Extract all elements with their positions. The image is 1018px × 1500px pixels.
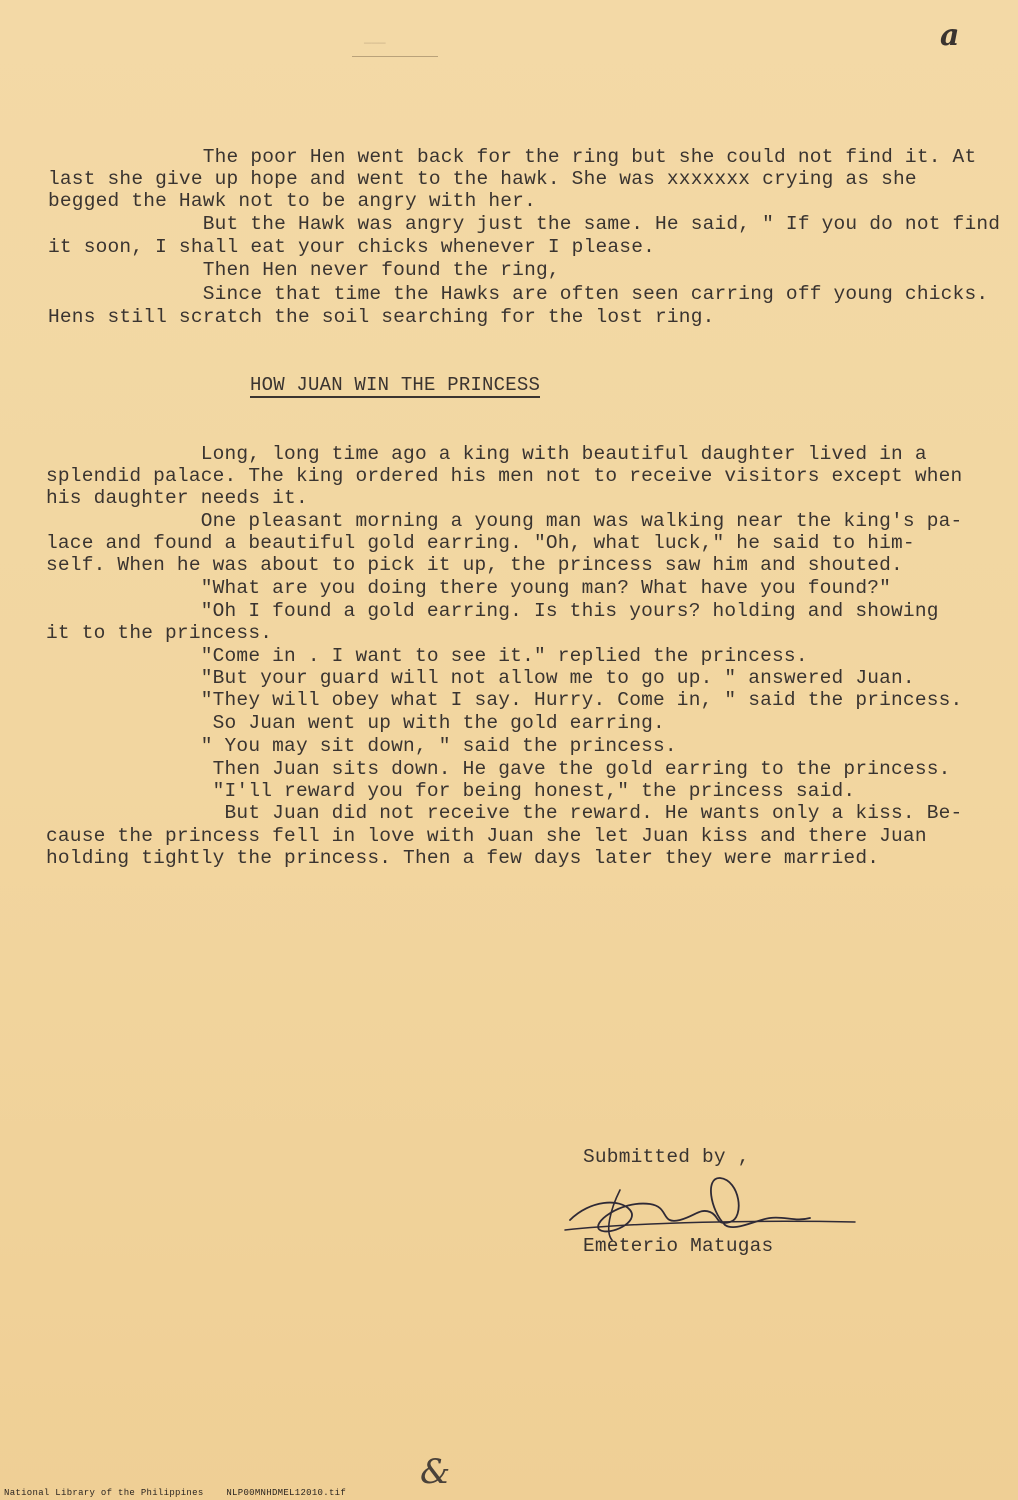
story1-line: But the Hawk was angry just the same. He said, " If you do not find	[48, 213, 1001, 235]
story2-line: One pleasant morning a young man was walking near the king's pa-	[46, 510, 963, 532]
story2-line: "They will obey what I say. Hurry. Come in, " said the princess.	[46, 689, 963, 711]
story2-line: Then Juan sits down. He gave the gold earring to the princess.	[46, 758, 951, 780]
story1-line: last she give up hope and went to the hawk. She was xxxxxxx crying as she	[48, 168, 917, 190]
story1-line: Since that time the Hawks are often seen carring off young chicks.	[48, 283, 989, 305]
story2-line: "I'll reward you for being honest," the princess said.	[46, 780, 856, 802]
submitter-name: Emeterio Matugas	[583, 1235, 774, 1257]
story2-title: HOW JUAN WIN THE PRINCESS	[250, 374, 541, 396]
story2-line: "But your guard will not allow me to go up. " answered Juan.	[46, 667, 915, 689]
story1-line: The poor Hen went back for the ring but she could not find it. At	[48, 146, 977, 168]
story2-line: "Oh I found a gold earring. Is this yours? holding and showing	[46, 600, 939, 622]
story2-line: splendid palace. The king ordered his men not to receive visitors except when	[46, 465, 963, 487]
story2-line: "What are you doing there young man? What have you found?"	[46, 577, 892, 599]
story2-line: his daughter needs it.	[46, 487, 308, 509]
story2-line: " You may sit down, " said the princess.	[46, 735, 677, 757]
faint-header-mark: ———	[364, 36, 386, 50]
story2-line: it to the princess.	[46, 622, 273, 644]
header-rule	[352, 56, 438, 57]
archive-footer	[4, 1488, 346, 1498]
story2-line: So Juan went up with the gold earring.	[46, 712, 665, 734]
story2-line: Long, long time ago a king with beautiful daughter lived in a	[46, 443, 927, 465]
footer-source: National Library of the Philippines	[4, 1488, 204, 1498]
story1-line: Then Hen never found the ring,	[48, 259, 560, 281]
corner-mark: a	[940, 18, 960, 53]
story1-line: Hens still scratch the soil searching for the lost ring.	[48, 306, 715, 328]
story2-line: But Juan did not receive the reward. He wants only a kiss. Be-	[46, 802, 963, 824]
story2-line: lace and found a beautiful gold earring. "Oh, what luck," he said to him-	[46, 532, 915, 554]
footer-file: NLP00MNHDMEL12010.tif	[226, 1488, 347, 1498]
story1-line: begged the Hawk not to be angry with her.	[48, 190, 536, 212]
story2-line: holding tightly the princess. Then a few days later they were married.	[46, 847, 880, 869]
story2-line: self. When he was about to pick it up, the princess saw him and shouted.	[46, 554, 903, 576]
submitted-by-label: Submitted by ,	[583, 1146, 750, 1168]
story2-line: cause the princess fell in love with Juan she let Juan kiss and there Juan	[46, 825, 927, 847]
bottom-handwritten-mark: &	[420, 1452, 451, 1492]
story2-line: "Come in . I want to see it." replied the princess.	[46, 645, 808, 667]
story1-line: it soon, I shall eat your chicks whenever I please.	[48, 236, 655, 258]
